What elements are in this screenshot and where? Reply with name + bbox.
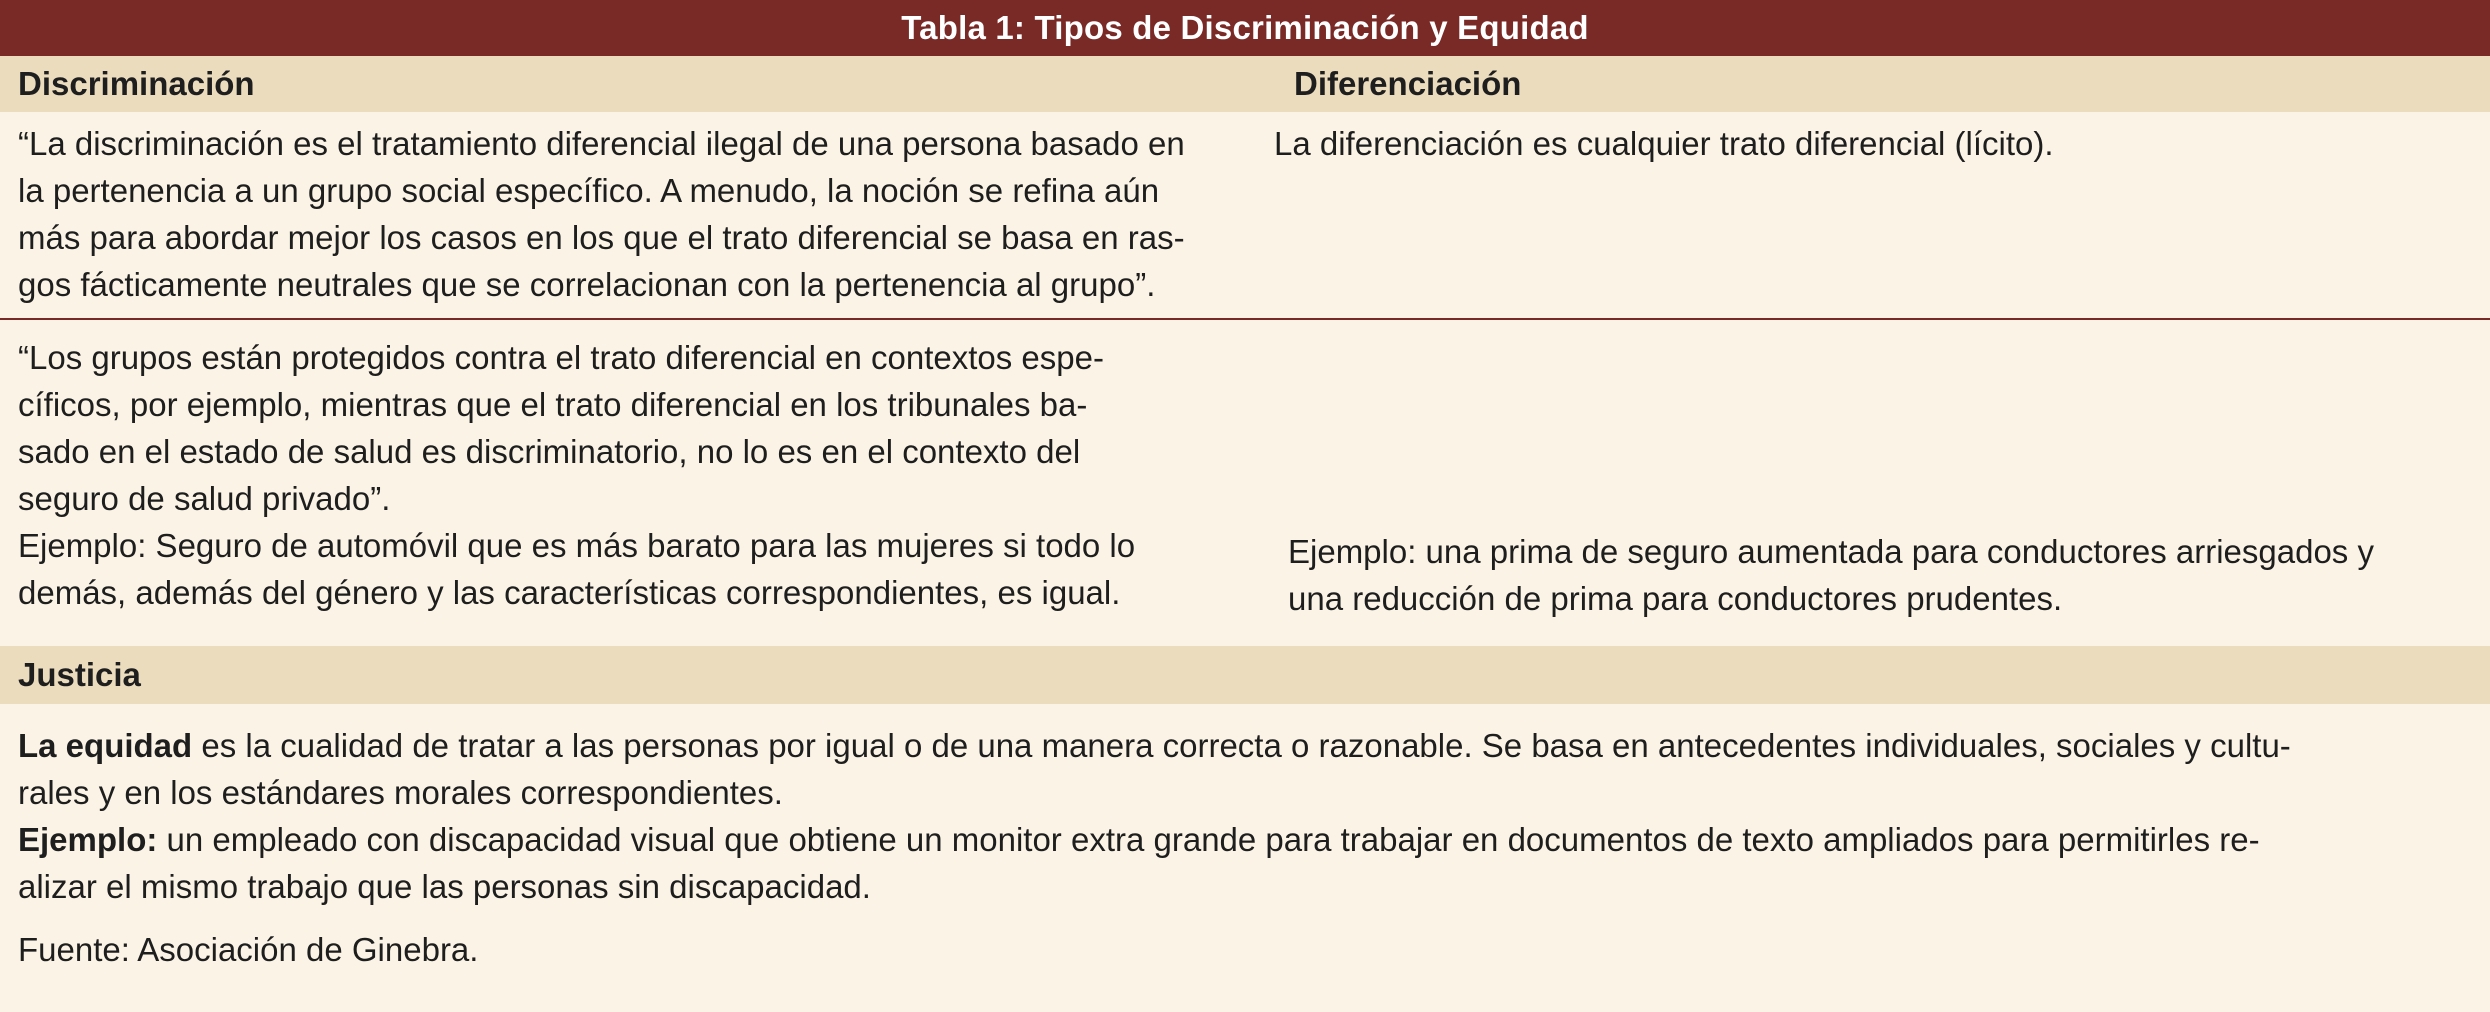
column-header-discrimination: Discriminación [18, 65, 255, 102]
text-line: un empleado con discapacidad visual que obtiene un monitor extra grande para trabajar en documentos de texto ampliados para permitirles re- [157, 821, 2260, 858]
text-line: rales y en los estándares morales correspondientes. [18, 774, 783, 811]
table-row [0, 112, 2490, 320]
justice-section-body [0, 704, 2490, 973]
text-line: “La discriminación es el tratamiento diferencial ilegal de una persona basado en [18, 125, 1185, 162]
text-line: demás, además del género y las características correspondientes, es igual. [18, 574, 1121, 611]
discrimination-definition-cell [0, 120, 1230, 318]
table-title: Tabla 1: Tipos de Discriminación y Equidad [0, 0, 2490, 56]
text-line: más para abordar mejor los casos en los que el trato diferencial se basa en ras- [18, 219, 1185, 256]
discrimination-example-cell [0, 334, 1230, 646]
column-header-differentiation: Diferenciación [1294, 65, 1522, 102]
justice-section-heading: Justicia [0, 646, 2490, 704]
table-row [0, 320, 2490, 646]
differentiation-definition-cell [1230, 120, 2490, 318]
text-line: una reducción de prima para conductores prudentes. [1288, 580, 2063, 617]
text-line: la pertenencia a un grupo social específico. A menudo, la noción se refina aún [18, 172, 1160, 209]
text-line: alizar el mismo trabajo que las personas sin discapacidad. [18, 868, 871, 905]
text-line: gos fácticamente neutrales que se correlacionan con la pertenencia al grupo”. [18, 266, 1156, 303]
source-note: Fuente: Asociación de Ginebra. [18, 931, 479, 968]
example-term: Ejemplo: [18, 821, 158, 858]
differentiation-example-cell [1230, 334, 2490, 646]
text-line: Ejemplo: una prima de seguro aumentada para conductores arriesgados y [1288, 533, 2374, 570]
equity-term: La equidad [18, 727, 193, 764]
example-paragraph [18, 816, 2472, 910]
equity-paragraph [18, 722, 2472, 816]
text-line: Ejemplo: Seguro de automóvil que es más barato para las mujeres si todo lo [18, 527, 1136, 564]
text-line: “Los grupos están protegidos contra el trato diferencial en contextos espe- [18, 339, 1104, 376]
text-line: es la cualidad de tratar a las personas por igual o de una manera correcta o razonable. Se basa en antecedentes individuales, sociales y cultu- [192, 727, 2291, 764]
text-line: La diferenciación es cualquier trato diferencial (lícito). [1274, 125, 2054, 162]
table-header-row [0, 56, 2490, 112]
text-line: seguro de salud privado”. [18, 480, 391, 517]
text-line: sado en el estado de salud es discriminatorio, no lo es en el contexto del [18, 433, 1081, 470]
text-line: cíficos, por ejemplo, mientras que el trato diferencial en los tribunales ba- [18, 386, 1088, 423]
